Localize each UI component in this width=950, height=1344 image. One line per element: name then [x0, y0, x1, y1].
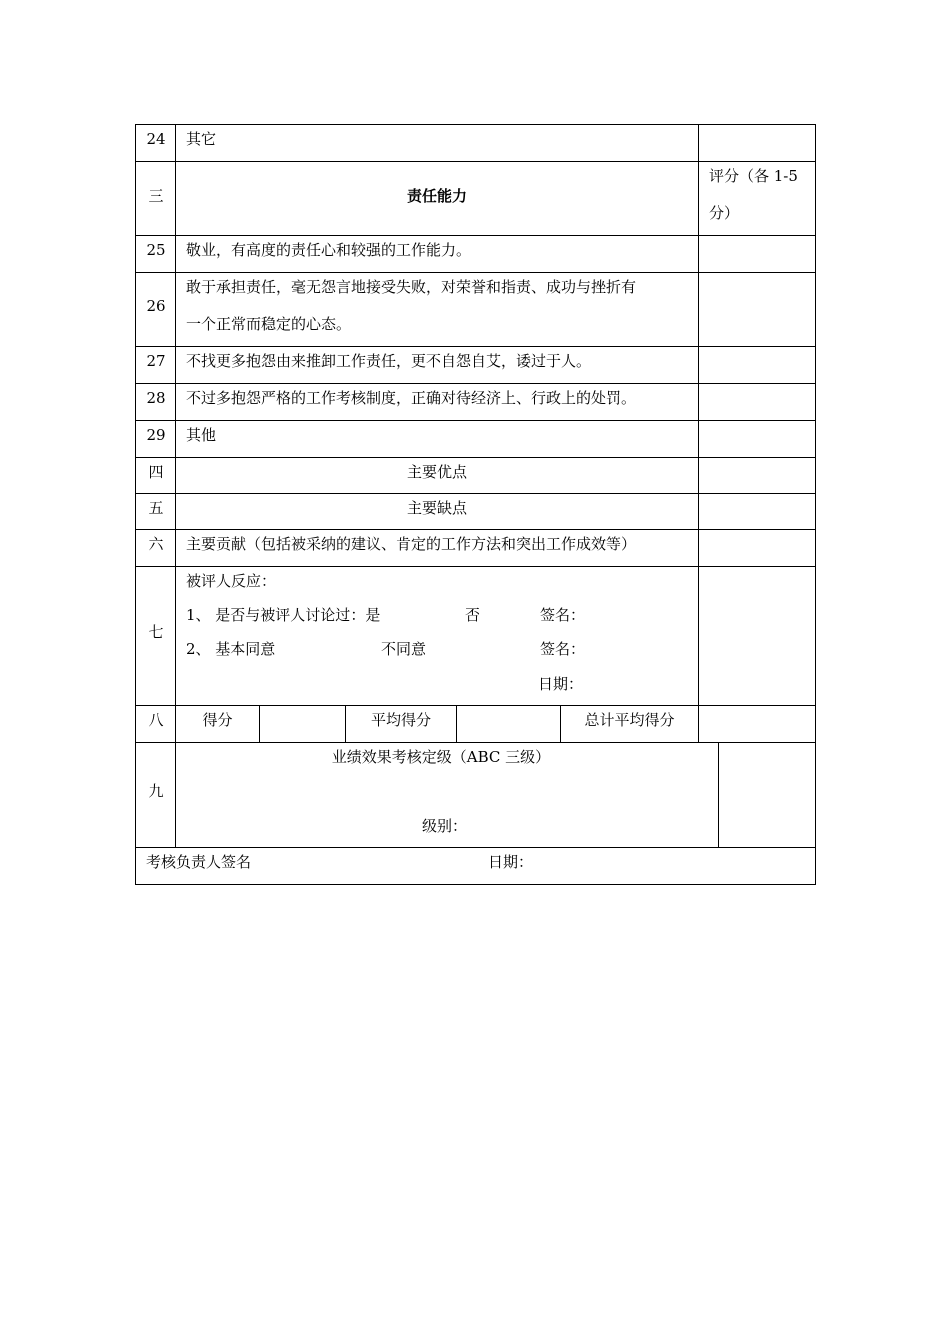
average-score-value-cell[interactable]	[456, 705, 561, 743]
section-5-num-cell	[135, 493, 176, 530]
discussed-signature-label: 签名：	[540, 606, 586, 624]
score-value-cell[interactable]	[259, 705, 346, 743]
section-4-num-cell	[135, 457, 176, 494]
row-number: 24	[146, 130, 166, 148]
agree-signature-label: 签名：	[540, 640, 586, 658]
section-6-num-cell	[135, 529, 176, 567]
footer-date-label[interactable]: 日期：	[488, 853, 534, 871]
section-title: 责任能力	[406, 187, 467, 205]
section-3-title-cell	[175, 161, 699, 236]
rating-level-label[interactable]: 级别：	[422, 817, 468, 835]
row-25-content-cell	[175, 235, 699, 273]
row-number: 26	[146, 297, 166, 315]
row-29-content-cell	[175, 420, 699, 458]
row-28-score-cell[interactable]	[698, 383, 816, 421]
section-9-num-cell	[135, 742, 176, 848]
score-label: 得分	[202, 711, 233, 729]
row-26-content-cell	[175, 272, 699, 347]
row-number: 27	[146, 352, 166, 370]
performance-rating-cell	[175, 742, 719, 848]
row-27-num-cell	[135, 346, 176, 384]
row-29-score-cell[interactable]	[698, 420, 816, 458]
score-header-line1: 评分（各 1-5	[709, 167, 798, 185]
section-number: 八	[148, 711, 164, 729]
agree-option[interactable]: 2、 基本同意	[186, 640, 276, 658]
strengths-label: 主要优点	[406, 463, 467, 481]
performance-rating-title: 业绩效果考核定级（ABC 三级）	[331, 748, 551, 766]
row-26-score-cell[interactable]	[698, 272, 816, 347]
row-26-num-cell	[135, 272, 176, 347]
row-27-text: 不找更多抱怨由来推卸工作责任，更不自怨自艾，诿过于人。	[186, 352, 592, 370]
total-average-label-cell	[560, 705, 699, 743]
section-7-num-cell	[135, 566, 176, 706]
reviewee-response-cell	[175, 566, 699, 706]
score-header-cell	[698, 161, 816, 236]
section-3-num-cell	[135, 161, 176, 236]
score-header-line2: 分）	[709, 204, 740, 222]
average-score-label: 平均得分	[370, 711, 431, 729]
average-score-label-cell	[345, 705, 457, 743]
row-27-score-cell[interactable]	[698, 346, 816, 384]
discussed-option-no[interactable]: 否	[465, 606, 481, 624]
disagree-option[interactable]: 不同意	[381, 640, 427, 658]
discussed-option-yes[interactable]: 1、 是否与被评人讨论过：是	[186, 606, 381, 624]
section-8-num-cell	[135, 705, 176, 743]
weaknesses-score-cell[interactable]	[698, 493, 816, 530]
contributions-score-cell[interactable]	[698, 529, 816, 567]
row-29-text: 其他	[186, 426, 217, 444]
response-date-label: 日期：	[538, 675, 584, 693]
row-24-text: 其它	[186, 130, 217, 148]
score-label-cell	[175, 705, 260, 743]
row-24-score-cell[interactable]	[698, 124, 816, 162]
row-25-num-cell	[135, 235, 176, 273]
total-average-label: 总计平均得分	[584, 711, 675, 729]
strengths-cell	[175, 457, 699, 494]
strengths-score-cell[interactable]	[698, 457, 816, 494]
reviewer-signature-label[interactable]: 考核负责人签名	[146, 853, 252, 871]
contributions-label: 主要贡献（包括被采纳的建议、肯定的工作方法和突出工作成效等）	[186, 535, 637, 553]
row-28-text: 不过多抱怨严格的工作考核制度，正确对待经济上、行政上的处罚。	[186, 389, 637, 407]
reviewee-response-heading: 被评人反应：	[186, 572, 277, 590]
row-28-content-cell	[175, 383, 699, 421]
row-number: 29	[146, 426, 166, 444]
section-number: 七	[148, 623, 164, 641]
row-24-content-cell	[175, 124, 699, 162]
section-number: 三	[148, 187, 164, 205]
performance-rating-score-cell[interactable]	[718, 742, 816, 848]
row-26-text-line2: 一个正常而稳定的心态。	[186, 315, 352, 333]
row-number: 25	[146, 241, 166, 259]
row-25-text: 敬业，有高度的责任心和较强的工作能力。	[186, 241, 472, 259]
row-29-num-cell	[135, 420, 176, 458]
reviewee-response-score-cell[interactable]	[698, 566, 816, 706]
row-25-score-cell[interactable]	[698, 235, 816, 273]
section-number: 四	[148, 463, 164, 481]
footer-signature-row	[135, 847, 816, 885]
section-number: 九	[148, 782, 164, 800]
row-24-num-cell	[135, 124, 176, 162]
weaknesses-cell	[175, 493, 699, 530]
weaknesses-label: 主要缺点	[406, 499, 467, 517]
section-number: 六	[148, 535, 164, 553]
section-number: 五	[148, 499, 164, 517]
row-27-content-cell	[175, 346, 699, 384]
contributions-cell	[175, 529, 699, 567]
row-26-text-line1: 敢于承担责任，毫无怨言地接受失败，对荣誉和指责、成功与挫折有	[186, 278, 637, 296]
total-average-value-cell[interactable]	[698, 705, 816, 743]
row-28-num-cell	[135, 383, 176, 421]
row-number: 28	[146, 389, 166, 407]
